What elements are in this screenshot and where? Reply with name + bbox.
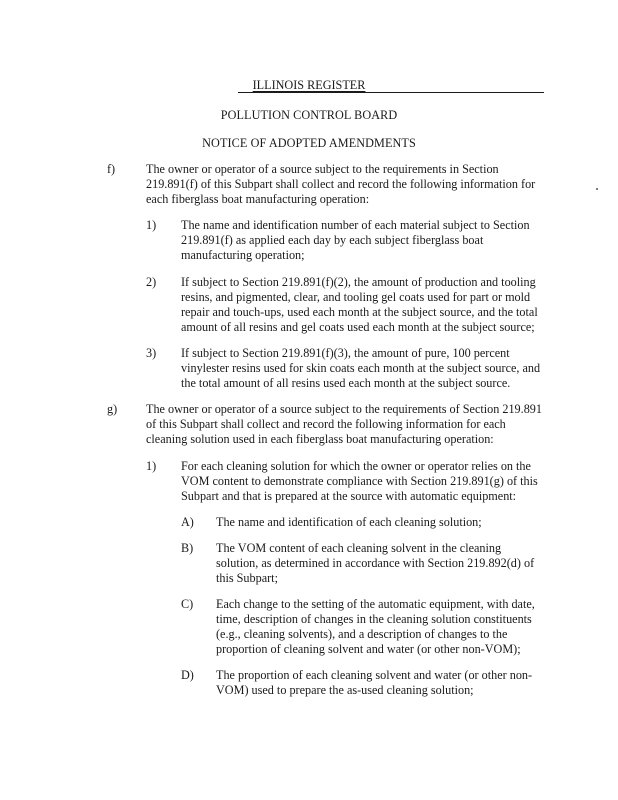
g-sub-c-marker: C) bbox=[181, 597, 194, 611]
speck-mark bbox=[596, 188, 598, 190]
g-sub-b-line: The VOM content of each cleaning solvent in the cleaning bbox=[216, 541, 502, 555]
g-sub-a-marker: A) bbox=[181, 515, 194, 529]
f-item-1-line: The name and identification number of each material subject to Section bbox=[181, 218, 530, 232]
f-item-1-line: manufacturing operation; bbox=[181, 248, 305, 262]
board-title: POLLUTION CONTROL BOARD bbox=[220, 108, 398, 122]
section-g-marker: g) bbox=[107, 402, 118, 416]
g-item-1-line: VOM content to demonstrate compliance with Section 219.891(g) of this bbox=[181, 474, 538, 488]
register-title: ILLINOIS REGISTER bbox=[252, 78, 366, 92]
g-sub-b-marker: B) bbox=[181, 541, 194, 555]
g-sub-b-line: solution, as determined in accordance with Section 219.892(d) of bbox=[216, 556, 535, 570]
f-item-2-line: repair and touch-ups, used each month at the subject source, and the total bbox=[181, 305, 538, 319]
section-f-line: The owner or operator of a source subject to the requirements in Section bbox=[146, 162, 499, 176]
f-item-2-marker: 2) bbox=[146, 275, 157, 289]
f-item-3-line: vinylester resins used for skin coats each month at the subject source, and bbox=[181, 361, 541, 375]
g-item-1-line: Subpart and that is prepared at the source with automatic equipment: bbox=[181, 489, 517, 503]
f-item-1-line: 219.891(f) as applied each day by each subject fiberglass boat bbox=[181, 233, 484, 247]
section-f-marker: f) bbox=[107, 162, 116, 176]
section-g-line: cleaning solution used in each fiberglass boat manufacturing operation: bbox=[146, 432, 494, 446]
section-f-line: 219.891(f) of this Subpart shall collect and record the following information for bbox=[146, 177, 536, 191]
g-sub-d-line: The proportion of each cleaning solvent and water (or other non- bbox=[216, 668, 533, 682]
f-item-3-line: the total amount of all resins used each month at the subject source. bbox=[181, 376, 511, 390]
g-item-1-line: For each cleaning solution for which the owner or operator relies on the bbox=[181, 459, 531, 473]
g-sub-c-line: time, description of changes in the cleaning solution constituents bbox=[216, 612, 532, 626]
f-item-2-line: If subject to Section 219.891(f)(2), the amount of production and tooling bbox=[181, 275, 536, 289]
section-g-line: The owner or operator of a source subject to the requirements of Section 219.891 bbox=[146, 402, 542, 416]
g-sub-a-line: The name and identification of each cleaning solution; bbox=[216, 515, 482, 529]
f-item-2-line: amount of all resins and gel coats used each month at the subject source; bbox=[181, 320, 535, 334]
g-item-1-marker: 1) bbox=[146, 459, 157, 473]
f-item-3-line: If subject to Section 219.891(f)(3), the amount of pure, 100 percent bbox=[181, 346, 510, 360]
notice-title: NOTICE OF ADOPTED AMENDMENTS bbox=[202, 136, 416, 150]
g-sub-c-line: proportion of cleaning solvent and water (or other non-VOM); bbox=[216, 642, 521, 656]
g-sub-c-line: (e.g., cleaning solvents), and a description of changes to the bbox=[216, 627, 508, 641]
g-sub-d-marker: D) bbox=[181, 668, 194, 682]
g-sub-c-line: Each change to the setting of the automatic equipment, with date, bbox=[216, 597, 535, 611]
f-item-3-marker: 3) bbox=[146, 346, 157, 360]
section-g-line: of this Subpart shall collect and record the following information for each bbox=[146, 417, 506, 431]
f-item-2-line: resins, and pigmented, clear, and tooling gel coats used for part or mold bbox=[181, 290, 531, 304]
g-sub-b-line: this Subpart; bbox=[216, 571, 278, 585]
section-f-line: each fiberglass boat manufacturing operation: bbox=[146, 192, 370, 206]
f-item-1-marker: 1) bbox=[146, 218, 157, 232]
g-sub-d-line: VOM) used to prepare the as-used cleaning solution; bbox=[216, 683, 474, 697]
